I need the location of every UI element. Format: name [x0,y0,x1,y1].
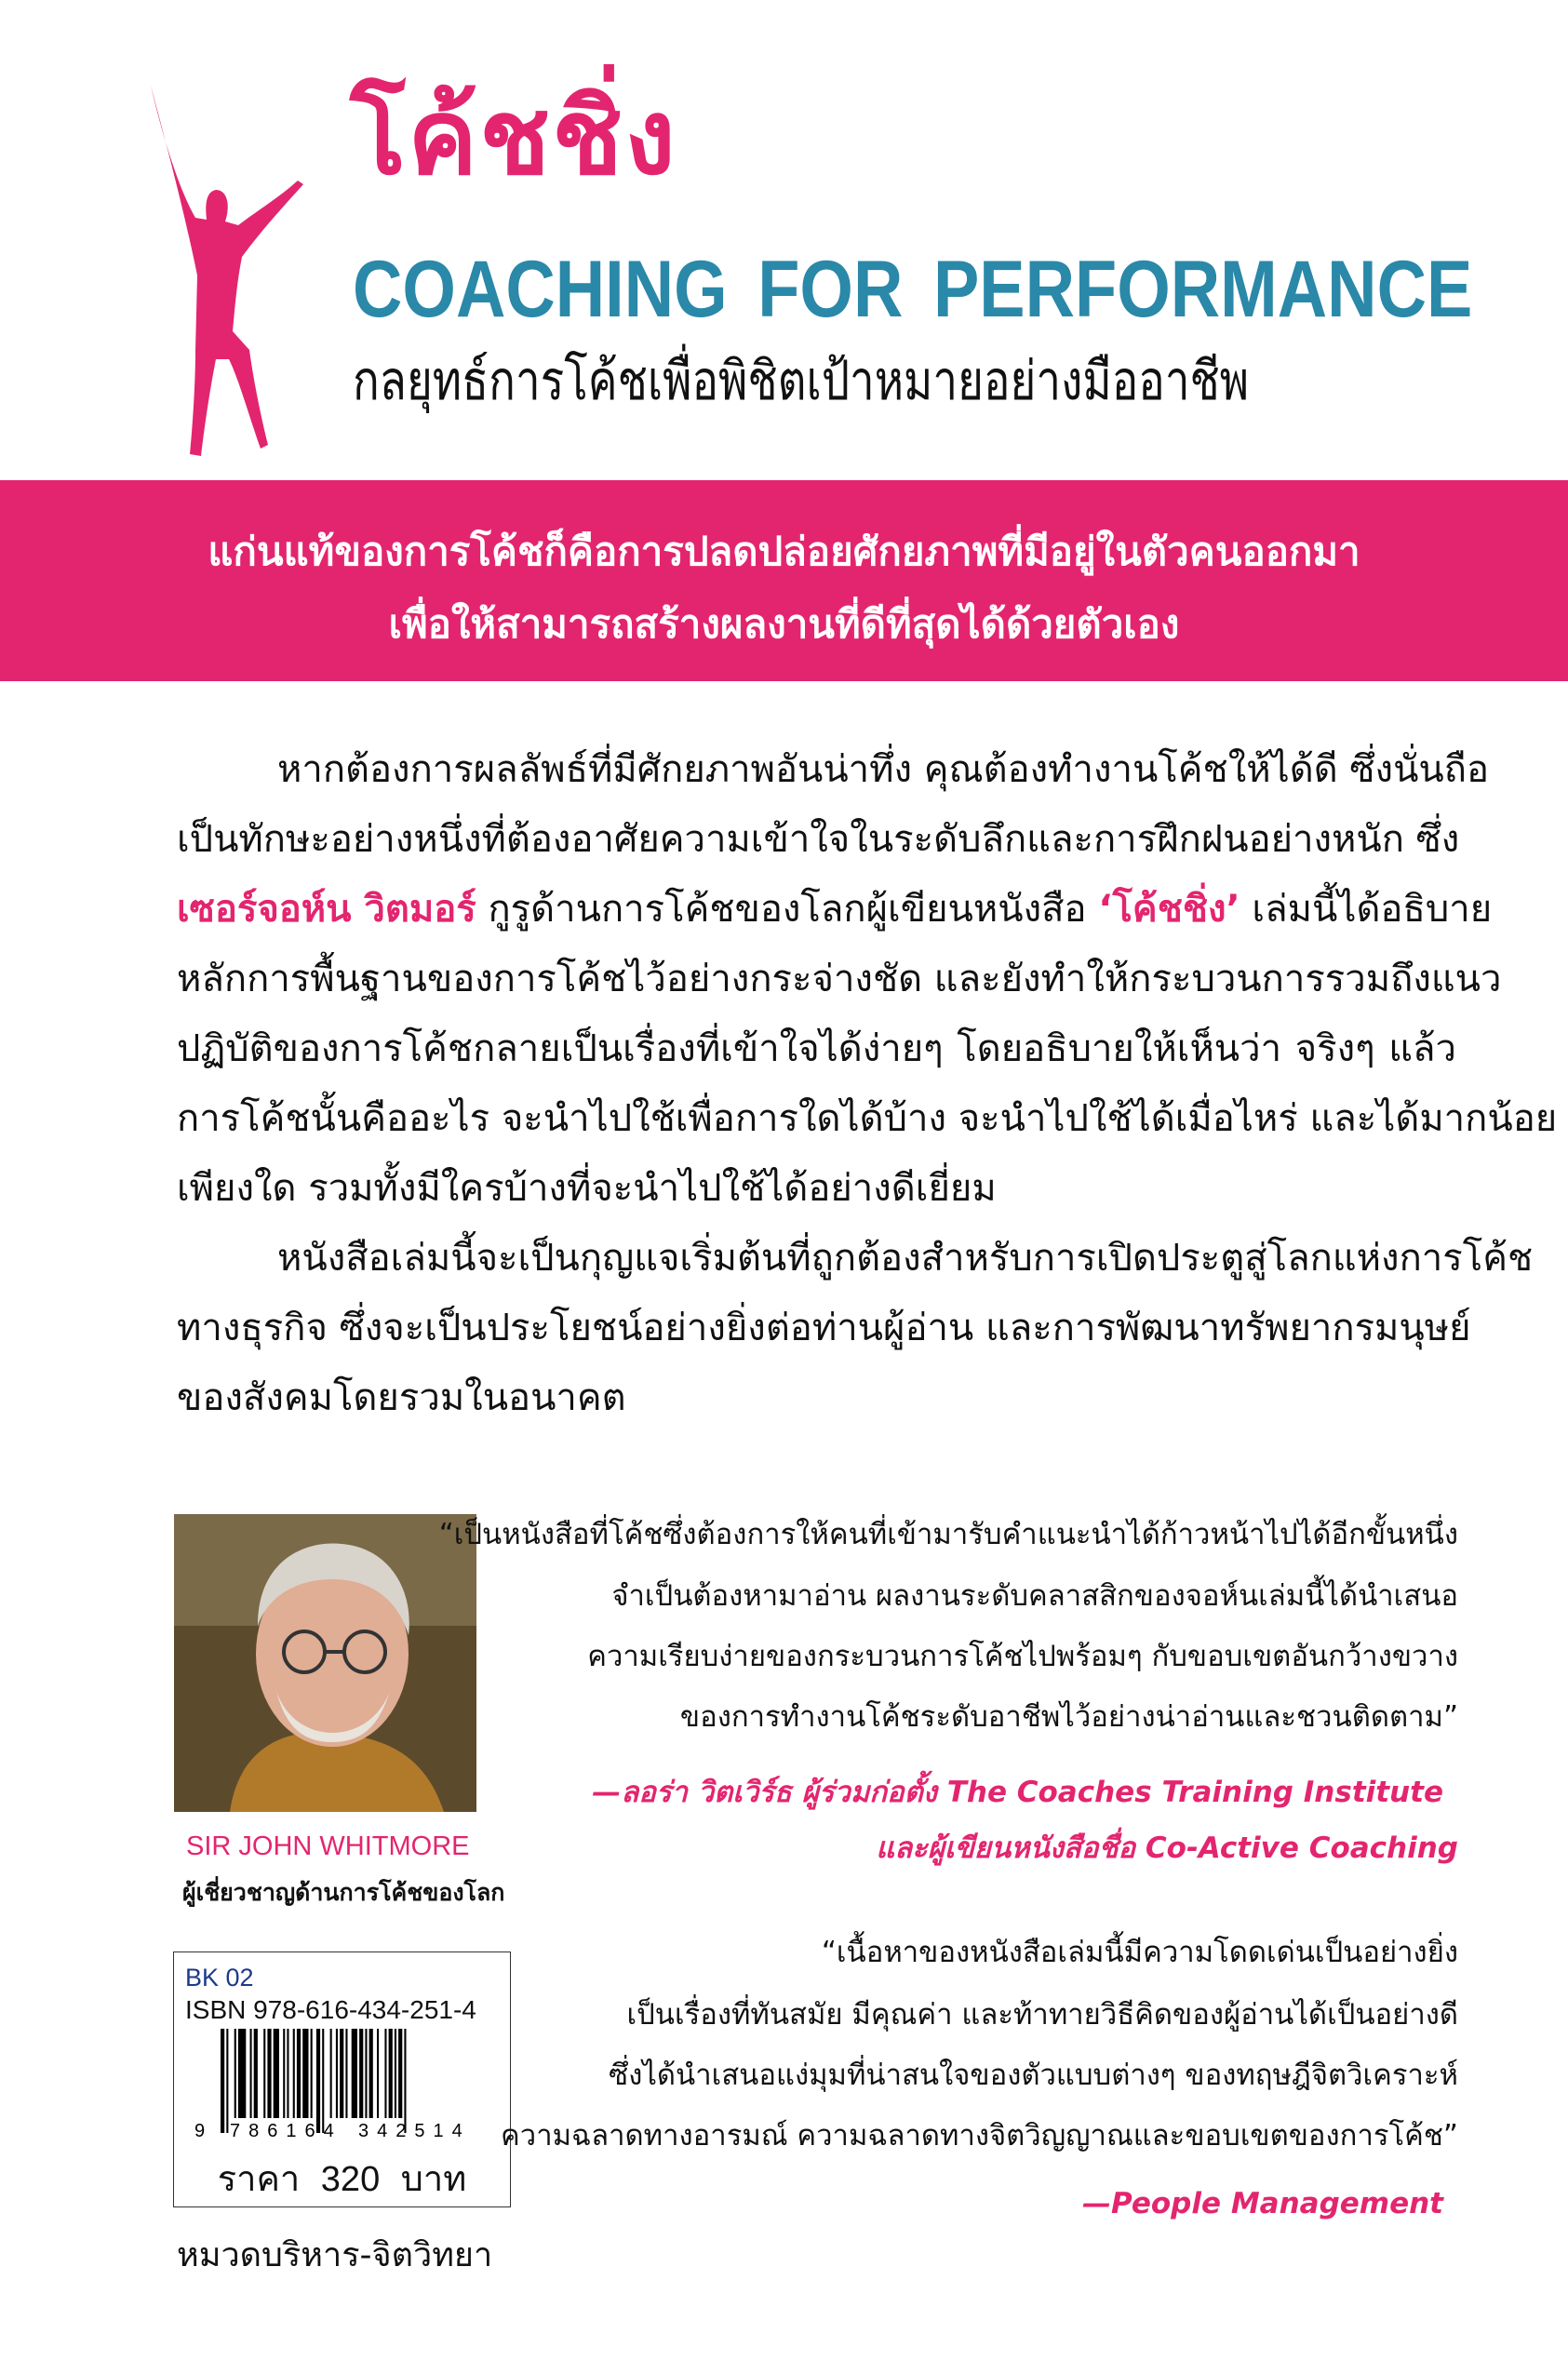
barcode-bar [404,2029,406,2133]
blurb-line: ของสังคมโดยรวมในอนาคต [177,1376,626,1419]
barcode-bar [226,2029,228,2133]
barcode-bar [283,2029,285,2118]
barcode-bar [235,2029,236,2118]
blurb-line: เป็นทักษะอย่างหนึ่งที่ต้องอาศัยความเข้าใจในระดับลึกและการฝึกฝนอย่างหนัก ซึ่ง [177,818,1460,861]
tagline-band [0,480,1568,681]
barcode-bar [377,2029,379,2118]
barcode-bar [340,2029,343,2118]
book-title-english: COACHING FOR PERFORMANCE [353,245,1473,334]
barcode-bar [263,2029,265,2118]
quote1-attribution: และผู้เขียนหนังสือชื่อ Co-Active Coaching [876,1831,1458,1865]
blurb-line: เพียงใด รวมทั้งมีใครบ้างที่จะนำไปใช้ได้อย่างดีเยี่ยม [177,1167,997,1210]
quote1-line: จำเป็นต้องหามาอ่าน ผลงานระดับคลาสสิกของจอห์นเล่มนี้ได้นำเสนอ [611,1579,1458,1613]
barcode-bar [345,2029,347,2118]
tagline-line: เพื่อให้สามารถสร้างผลงานที่ดีที่สุดได้ด้วยตัวเอง [388,601,1180,647]
barcode-bar [238,2029,246,2118]
author-name-caption: SIR JOHN WHITMORE [186,1831,470,1861]
barcode-bar [336,2029,338,2118]
barcode-bar [322,2029,324,2133]
barcode-bar [398,2029,402,2118]
blurb-text: เล่มนี้ได้อธิบาย [1240,888,1493,931]
barcode-bar [297,2029,301,2118]
quote1-line: “เป็นหนังสือที่โค้ชซึ่งต้องการให้คนที่เข้ามารับคำแนะนำได้ก้าวหน้าไปได้อีกขั้นหนึ่ง [438,1518,1458,1551]
blurb-body [177,735,1558,1433]
barcode-digits-left: 786164 [230,2121,342,2140]
barcode-bar [287,2029,288,2118]
barcode-bar [221,2029,224,2133]
blurb-line: หนังสือเล่มนี้จะเป็นกุญแจเริ่มต้นที่ถูกต้องสำหรับการเปิดประตูสู่โลกแห่งการโค้ช [277,1237,1534,1280]
blurb-line: ทางธุรกิจ ซึ่งจะเป็นประโยชน์อย่างยิ่งต่อท่านผู้อ่าน และการพัฒนาทรัพยากรมนุษย์ [177,1307,1471,1349]
barcode-bar [359,2029,363,2118]
isbn-price-box [173,1952,511,2207]
isbn-number: ISBN 978-616-434-251-4 [185,1995,476,2024]
author-photo [174,1514,476,1812]
blurb-line: หากต้องการผลลัพธ์ที่มีศักยภาพอันน่าทึ่ง คุณต้องทำงานโค้ชให้ได้ดี ซึ่งนั่นถือ [277,748,1489,791]
author-role-caption: ผู้เชี่ยวชาญด้านการโค้ชของโลก [182,1879,505,1906]
barcode-bar [267,2029,271,2118]
book-code: BK 02 [185,1964,254,1992]
quote2-line: “เนื้อหาของหนังสือเล่มนี้มีความโดดเด่นเป็นอย่างยิ่ง [821,1936,1458,1969]
barcode-bar [254,2029,258,2118]
quote2-attribution: —People Management [1081,2187,1443,2220]
barcode-bar [365,2029,367,2118]
quote1-attribution: —ลอร่า วิตเวิร์ธ ผู้ร่วมก่อตั้ง The Coaches Training Institute [592,1776,1443,1809]
price: ราคา 320 บาท [217,2160,467,2199]
blurb-text: กูรูด้านการโค้ชของโลกผู้เขียนหนังสือ [476,888,1099,931]
book-subtitle: กลยุทธ์การโค้ชเพื่อพิชิตเป้าหมายอย่างมืออาชีพ [353,349,1250,412]
quote2-line: เป็นเรื่องที่ทันสมัย มีคุณค่า และท้าทายวิธีคิดของผู้อ่านได้เป็นอย่างดี [626,1998,1458,2032]
quote1-line: ของการทำงานโค้ชระดับอาชีพไว้อย่างน่าอ่านและชวนติดตาม” [679,1700,1458,1734]
jumping-person-logo-icon [149,80,354,457]
author-name-highlight: เซอร์จอห์น วิตมอร์ [177,888,476,931]
quote2-line: ความฉลาดทางอารมณ์ ความฉลาดทางจิตวิญญาณและขอบเขตของการโค้ช” [501,2119,1458,2153]
barcode-bar [389,2029,393,2118]
barcode-bar [311,2029,313,2118]
barcode-bar [302,2029,308,2118]
blurb-line: การโค้ชนั้นคืออะไร จะนำไปใช้เพื่อการใดได้บ้าง จะนำไปใช้ได้เมื่อไหร่ และได้มากน้อย [177,1097,1558,1140]
barcode-bar [395,2029,396,2118]
barcode-digits-right: 342514 [358,2121,471,2140]
barcode [193,2029,500,2140]
barcode-bar [330,2029,332,2118]
barcode-bar [384,2029,386,2118]
quote2-line: ซึ่งได้นำเสนอแง่มุมที่น่าสนใจของตัวแบบต่างๆ ของทฤษฎีจิตวิเคราะห์ [609,2059,1458,2092]
tagline-line: แก่นแท้ของการโค้ชก็คือการปลดปล่อยศักยภาพที่มีอยู่ในตัวคนออกมา [208,529,1360,574]
blurb-line: ปฏิบัติของการโค้ชกลายเป็นเรื่องที่เข้าใจได้ง่ายๆ โดยอธิบายให้เห็นว่า จริงๆ แล้ว [177,1027,1456,1070]
book-title-thai: โค้ชชิ่ง [350,77,677,198]
barcode-bar [352,2029,357,2118]
book-category: หมวดบริหาร-จิตวิทยา [177,2236,493,2274]
barcode-bar [316,2029,320,2133]
barcode-bar [369,2029,373,2118]
barcode-bar [293,2029,295,2118]
barcode-digit-prefix: 9 [194,2121,206,2140]
book-title-highlight: ‘โค้ชชิ่ง’ [1098,888,1240,931]
barcode-bar [250,2029,252,2118]
blurb-line [177,875,1493,945]
quote1-line: ความเรียบง่ายของกระบวนการโค้ชไปพร้อมๆ กับขอบเขตอันกว้างขวาง [587,1640,1458,1673]
barcode-bar [274,2029,279,2118]
blurb-line: หลักการพื้นฐานของการโค้ชไว้อย่างกระจ่างชัด และยังทำให้กระบวนการรวมถึงแนว [177,958,1502,1000]
